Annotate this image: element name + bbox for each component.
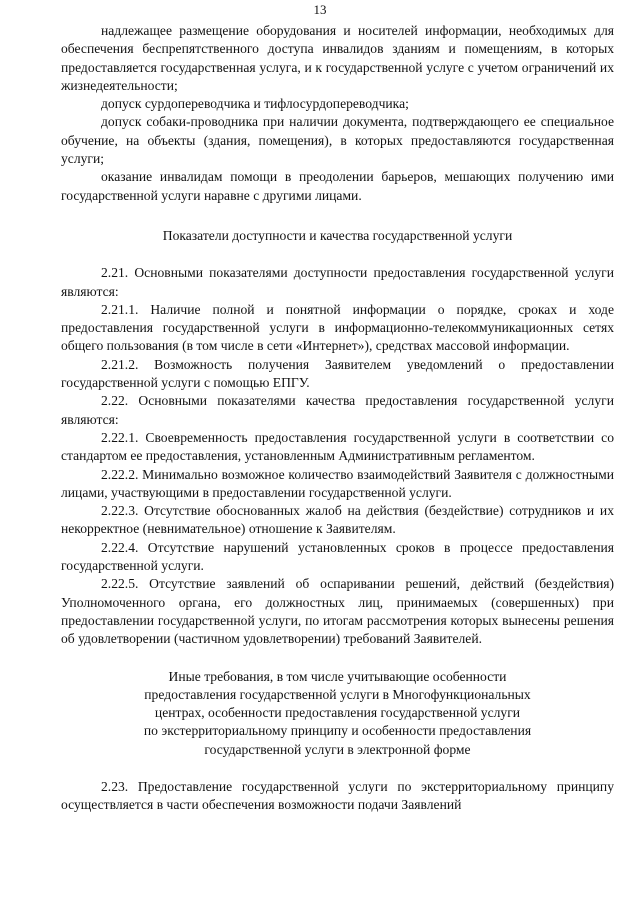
paragraph: 2.22.4. Отсутствие нарушений установленных сроков в процессе предоставления государственной услуги. [61,539,614,574]
heading-line: по экстерриториальному принципу и особенности предоставления [143,723,532,739]
document-body [61,22,614,815]
paragraph: 2.21.2. Возможность получения Заявителем уведомлений о предоставлении государственной услуги с помощью ЕПГУ. [61,356,614,391]
paragraph: 2.21.1. Наличие полной и понятной информации о порядке, сроках и ходе предоставления государственной услуги в информационно-телекоммуникационных сетях общего пользования (в том числе в сети «Интернет»), средствах массовой информации. [61,301,614,354]
paragraph: 2.22.1. Своевременность предоставления государственной услуги в соответствии со стандартом ее предоставления, установленным Административным регламентом. [61,429,614,464]
heading-line: центрах, особенности предоставления государственной услуги [154,705,521,721]
section-heading-other-requirements [61,668,614,759]
paragraph: 2.23. Предоставление государственной услуги по экстерриториальному принципу осуществляется в части обеспечения возможности подачи Заявлений [61,778,614,813]
heading-line: государственной услуги в электронной форме [204,741,471,757]
paragraph: оказание инвалидам помощи в преодолении барьеров, мешающих получению ими государственной услуги наравне с другими лицами. [61,169,614,203]
paragraph: надлежащее размещение оборудования и носителей информации, необходимых для обеспечения беспрепятственного доступа инвалидов зданиям и помещениям, в которых предоставляется государственная услуга, и к государственной услуге с учетом ограничений их жизнедеятельности; [61,23,614,93]
paragraph: 2.22.3. Отсутствие обоснованных жалоб на действия (бездействие) сотрудников и их некорректное (невнимательное) отношение к Заявителям. [61,503,614,537]
heading-line: предоставления государственной услуги в Многофункциональных [144,686,531,702]
paragraph: 2.21. Основными показателями доступности предоставления государственной услуги являются: [61,265,614,299]
section-heading-accessibility: Показатели доступности и качества государственной услуги [162,227,513,243]
paragraph: 2.22.2. Минимально возможное количество взаимодействий Заявителя с должностными лицами, участвующими в предоставлении государственной услуги. [61,466,614,500]
heading-line: Иные требования, в том числе учитывающие особенности [168,668,507,684]
paragraph: 2.22. Основными показателями качества предоставления государственной услуги являются: [61,393,614,427]
page-number: 13 [313,2,327,17]
paragraph: допуск сурдопереводчика и тифлосурдопереводчика; [101,96,409,112]
paragraph: 2.22.5. Отсутствие заявлений об оспаривании решений, действий (бездействия) Уполномоченного органа, его должностных лиц, принимаемых (совершенных) при предоставлении государственной услуги, по итогам рассмотрения которых вынесены решения об удовлетворении (частичном удовлетворении) требований Заявителей. [61,576,614,647]
paragraph: допуск собаки-проводника при наличии документа, подтверждающего ее специальное обучение, на объекты (здания, помещения), в которых предоставляются государственная услуги; [61,114,614,167]
